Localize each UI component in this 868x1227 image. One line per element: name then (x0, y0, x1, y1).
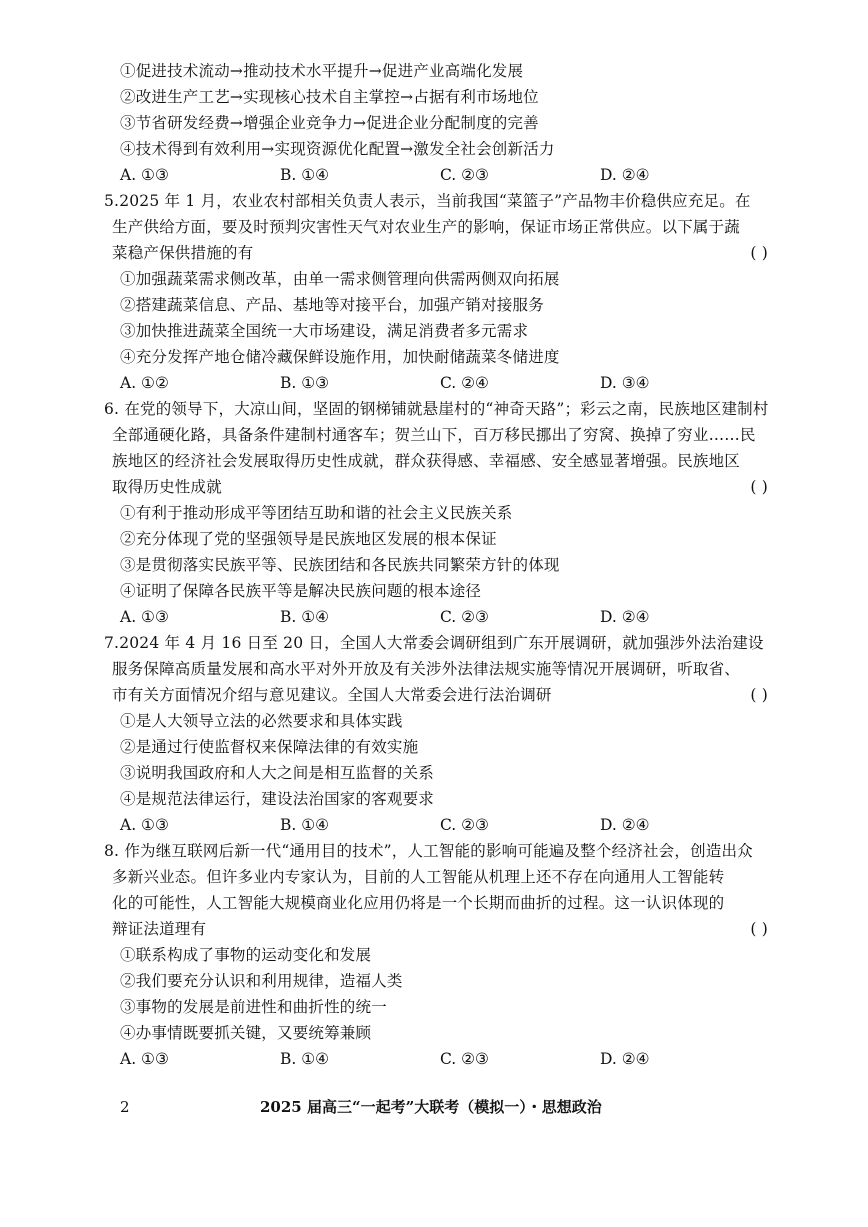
option: ③节省研发经费→增强企业竞争力→促进企业分配制度的完善 (120, 114, 539, 132)
question-stem: 生产供给方面，要及时预判灾害性天气对农业生产的影响，保证市场正常供应。以下属于蔬 (112, 218, 741, 236)
option: ④办事情既要抓关键，又要统筹兼顾 (120, 1024, 372, 1042)
option: ④是规范法律运行，建设法治国家的客观要求 (120, 790, 435, 808)
answer-blank[interactable]: ( ) (750, 244, 768, 262)
exam-title: 2025 届高三“一起考”大联考（模拟一）・思想政治 (260, 1098, 602, 1116)
option: ③说明我国政府和人大之间是相互监督的关系 (120, 764, 435, 782)
question-stem: 辩证法道理有 (112, 920, 207, 938)
choice-c[interactable]: C. ②③ (440, 1050, 489, 1068)
option: ③加快推进蔬菜全国统一大市场建设，满足消费者多元需求 (120, 322, 529, 340)
option: ①促进技术流动→推动技术水平提升→促进产业高端化发展 (120, 62, 524, 80)
answer-blank[interactable]: ( ) (750, 478, 768, 496)
question-stem-last (104, 474, 768, 500)
question-5 (104, 188, 768, 396)
option: ③是贯彻落实民族平等、民族团结和各民族共同繁荣方针的体现 (120, 556, 560, 574)
question-stem: 5.2025 年 1 月，农业农村部相关负责人表示，当前我国“菜篮子”产品物丰价稳供应充足。在 (104, 192, 751, 210)
choice-a[interactable]: A. ①③ (120, 608, 169, 626)
question-stem-last (104, 682, 768, 708)
question-stem: 化的可能性，人工智能大规模商业化应用仍将是一个长期而曲折的过程。这一认识体现的 (112, 894, 725, 912)
choice-a[interactable]: A. ①③ (120, 816, 169, 834)
choice-d[interactable]: D. ②④ (600, 816, 650, 834)
answer-blank[interactable]: ( ) (750, 920, 768, 938)
option: ②是通过行使监督权来保障法律的有效实施 (120, 738, 419, 756)
option: ④证明了保障各民族平等是解决民族问题的根本途径 (120, 582, 482, 600)
question-stem: 多新兴业态。但许多业内专家认为，目前的人工智能从机理上还不存在向通用人工智能转 (112, 868, 725, 886)
option: ②充分体现了党的坚强领导是民族地区发展的根本保证 (120, 530, 497, 548)
question-8 (104, 838, 768, 1072)
answer-choices (112, 1046, 768, 1072)
option: ③事物的发展是前进性和曲折性的统一 (120, 998, 387, 1016)
option: ④充分发挥产地仓储冷藏保鲜设施作用，加快耐储蔬菜冬储进度 (120, 348, 560, 366)
choice-a[interactable]: A. ①③ (120, 1050, 169, 1068)
answer-blank[interactable]: ( ) (750, 686, 768, 704)
question-stem: 6. 在党的领导下，大凉山间，坚固的钢梯铺就悬崖村的“神奇天路”；彩云之南，民族地区建制村 (104, 400, 769, 418)
question-stem: 菜稳产保供措施的有 (112, 244, 254, 262)
answer-choices (112, 162, 768, 188)
question-stem: 服务保障高质量发展和高水平对外开放及有关涉外法律法规实施等情况开展调研，听取省、 (112, 660, 741, 678)
choice-d[interactable]: D. ②④ (600, 1050, 650, 1068)
question-stem: 7.2024 年 4 月 16 日至 20 日，全国人大常委会调研组到广东开展调研，就加强涉外法治建设 (104, 634, 764, 652)
option: ④技术得到有效利用→实现资源优化配置→激发全社会创新活力 (120, 140, 555, 158)
question-stem: 8. 作为继互联网后新一代“通用目的技术”，人工智能的影响可能遍及整个经济社会，创造出众 (104, 842, 753, 860)
choice-c[interactable]: C. ②③ (440, 166, 489, 184)
option: ①加强蔬菜需求侧改革，由单一需求侧管理向供需两侧双向拓展 (120, 270, 560, 288)
choice-c[interactable]: C. ②③ (440, 608, 489, 626)
option: ②搭建蔬菜信息、产品、基地等对接平台，加强产销对接服务 (120, 296, 544, 314)
choice-b[interactable]: B. ①④ (280, 1050, 330, 1068)
question-stem: 取得历史性成就 (112, 478, 222, 496)
choice-c[interactable]: C. ②④ (440, 374, 489, 392)
option: ②我们要充分认识和利用规律，造福人类 (120, 972, 403, 990)
question-stem: 市有关方面情况介绍与意见建议。全国人大常委会进行法治调研 (112, 686, 552, 704)
answer-choices (112, 604, 768, 630)
choice-b[interactable]: B. ①④ (280, 608, 330, 626)
choice-c[interactable]: C. ②③ (440, 816, 489, 834)
question-7 (104, 630, 768, 838)
choice-a[interactable]: A. ①③ (120, 166, 169, 184)
choice-d[interactable]: D. ②④ (600, 608, 650, 626)
option: ①是人大领导立法的必然要求和具体实践 (120, 712, 403, 730)
option: ②改进生产工艺→实现核心技术自主掌控→占据有利市场地位 (120, 88, 539, 106)
question-stem-last (104, 240, 768, 266)
choice-d[interactable]: D. ②④ (600, 166, 650, 184)
option: ①联系构成了事物的运动变化和发展 (120, 946, 372, 964)
choice-a[interactable]: A. ①② (120, 374, 169, 392)
answer-choices (112, 370, 768, 396)
question-stem: 族地区的经济社会发展取得历史性成就，群众获得感、幸福感、安全感显著增强。民族地区 (112, 452, 741, 470)
choice-d[interactable]: D. ③④ (600, 374, 650, 392)
choice-b[interactable]: B. ①③ (280, 374, 330, 392)
option: ①有利于推动形成平等团结互助和谐的社会主义民族关系 (120, 504, 513, 522)
choice-b[interactable]: B. ①④ (280, 816, 330, 834)
answer-choices (112, 812, 768, 838)
question-stem-last (104, 916, 768, 942)
page-number: 2 (120, 1098, 130, 1116)
choice-b[interactable]: B. ①④ (280, 166, 330, 184)
question-4-tail (112, 58, 768, 188)
question-6 (104, 396, 768, 630)
question-stem: 全部通硬化路，具备条件建制村通客车；贺兰山下，百万移民挪出了穷窝、换掉了穷业……民 (112, 426, 756, 444)
